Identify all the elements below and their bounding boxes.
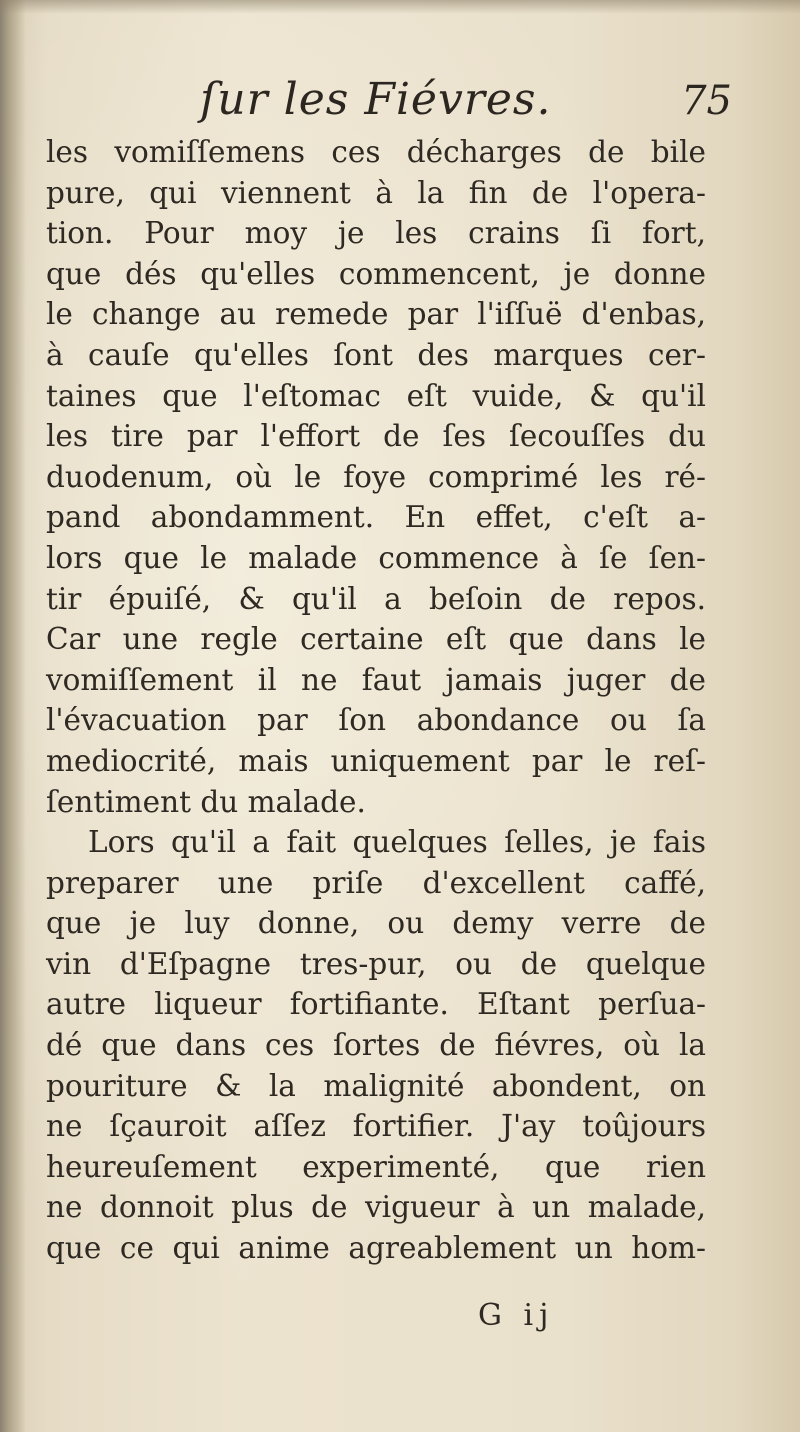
- text-line: dé que dans ces ſortes de fiévres, où la: [46, 1028, 706, 1063]
- text-line: duodenum, où le foye comprimé les ré-: [46, 459, 706, 494]
- text-line: lors que le malade commence à ſe ſen-: [46, 540, 706, 575]
- text-line: que ce qui anime agreablement un hom-: [46, 1231, 706, 1266]
- text-line: les vomiſſemens ces décharges de bile: [46, 135, 706, 169]
- signature-mark: G ij: [478, 1298, 555, 1333]
- body-text: [46, 132, 706, 1269]
- text-line: taines que l'eſtomac eſt vuide, & qu'il: [46, 378, 706, 413]
- text-line: ne donnoit plus de vigueur à un malade,: [46, 1190, 706, 1225]
- paragraph-start-line: Lors qu'il a fait quelques ſelles, je fais: [88, 825, 706, 860]
- text-line: le change au remede par l'iſſuë d'enbas,: [46, 297, 706, 332]
- text-line: tion. Pour moy je les crains ſi fort,: [46, 216, 706, 251]
- text-line: que dés qu'elles commencent, je donne: [46, 256, 706, 291]
- text-line: pand abondamment. En effet, c'eſt a-: [46, 500, 706, 535]
- text-line: les tire par l'effort de ſes ſecouſſes du: [46, 419, 706, 454]
- text-line: pure, qui viennent à la fin de l'opera-: [46, 175, 706, 210]
- text-line: vomiſſement il ne faut jamais juger de: [46, 662, 706, 697]
- text-line: que je luy donne, ou demy verre de: [46, 906, 706, 941]
- text-line: preparer une priſe d'excellent caffé,: [46, 865, 706, 900]
- text-line: pouriture & la malignité abondent, on: [46, 1068, 706, 1103]
- text-line: ne ſçauroit aſſez fortifier. J'ay toûjours: [46, 1109, 706, 1144]
- text-line: à cauſe qu'elles ſont des marques cer-: [46, 337, 706, 372]
- text-line: mediocrité, mais uniquement par le reſ-: [46, 743, 706, 778]
- text-line: vin d'Eſpagne tres-pur, ou de quelque: [46, 946, 706, 981]
- top-edge-shadow: [0, 0, 800, 14]
- binding-shadow: [0, 0, 26, 1432]
- page-header: [60, 74, 740, 140]
- text-line: heureuſement experimenté, que rien: [46, 1149, 706, 1184]
- text-line: autre liqueur fortifiante. Eſtant perſua-: [46, 987, 706, 1022]
- text-line: tir épuiſé, & qu'il a beſoin de repos.: [46, 581, 706, 616]
- running-head: ſur les Fiévres.: [200, 74, 552, 125]
- text-line: Car une regle certaine eſt que dans le: [46, 622, 706, 657]
- text-line: l'évacuation par ſon abondance ou ſa: [46, 703, 706, 738]
- page-number: 75: [681, 78, 732, 124]
- paragraph-end-line: ſentiment du malade.: [46, 784, 366, 819]
